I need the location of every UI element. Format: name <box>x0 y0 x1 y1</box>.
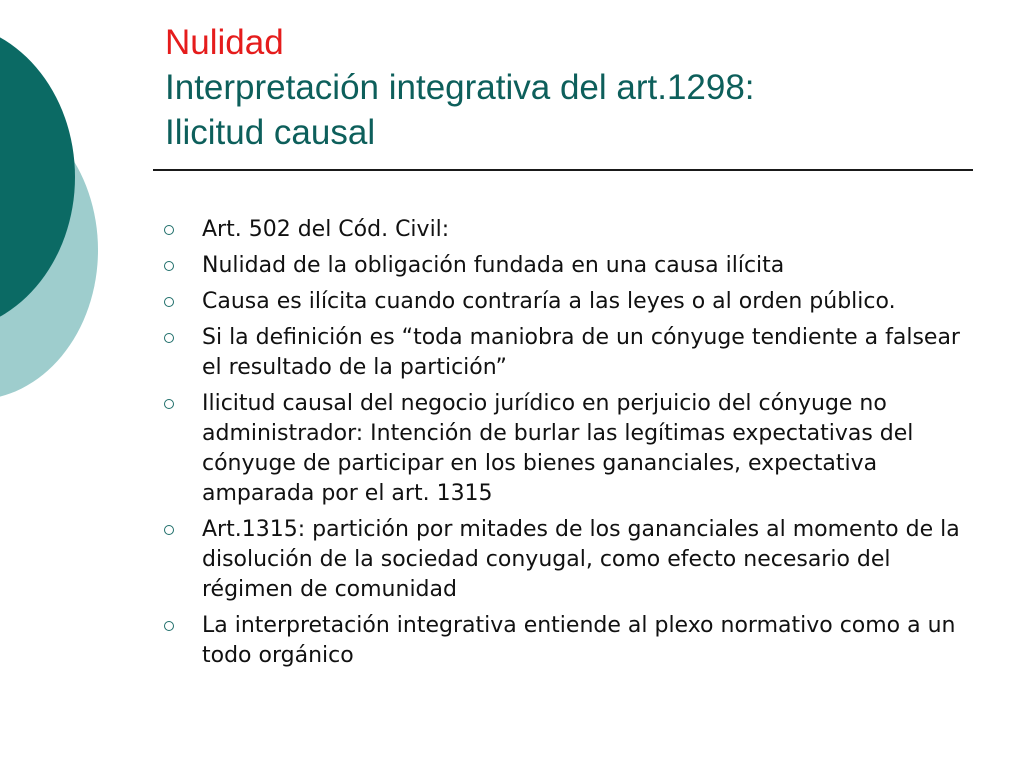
title-line-1: Nulidad <box>165 23 284 62</box>
bullet-text: Ilicitud causal del negocio jurídico en perjuicio del cónyuge no administrador: Intención de burlar las legítimas expectativas del cónyuge de participar en los bienes gananciales, expectativa amparada por el art. 1315 <box>202 391 914 506</box>
bullet-item <box>160 389 980 509</box>
hollow-circle-bullet-icon <box>164 621 174 631</box>
title-line-2: Interpretación integrativa del art.1298: <box>165 68 755 107</box>
title-divider <box>153 169 973 171</box>
bullet-text: Causa es ilícita cuando contraría a las leyes o al orden público. <box>202 289 896 314</box>
hollow-circle-bullet-icon <box>164 333 174 343</box>
bullet-item <box>160 323 980 383</box>
hollow-circle-bullet-icon <box>164 225 174 235</box>
bullet-item <box>160 251 980 281</box>
bullet-text: La interpretación integrativa entiende al plexo normativo como a un todo orgánico <box>202 613 956 668</box>
title-line-3: Ilicitud causal <box>165 113 376 152</box>
bullet-item <box>160 611 980 671</box>
hollow-circle-bullet-icon <box>164 261 174 271</box>
hollow-circle-bullet-icon <box>164 525 174 535</box>
bullet-item <box>160 215 980 245</box>
bullet-text: Si la definición es “toda maniobra de un cónyuge tendiente a falsear el resultado de la partición” <box>202 325 960 380</box>
bullet-text: Art. 502 del Cód. Civil: <box>202 217 450 242</box>
bullet-text: Nulidad de la obligación fundada en una causa ilícita <box>202 253 785 278</box>
slide-title <box>165 20 985 155</box>
hollow-circle-bullet-icon <box>164 399 174 409</box>
bullet-list <box>160 215 980 677</box>
bullet-item <box>160 515 980 605</box>
bullet-item <box>160 287 980 317</box>
hollow-circle-bullet-icon <box>164 297 174 307</box>
bullet-text: Art.1315: partición por mitades de los gananciales al momento de la disolución de la sociedad conyugal, como efecto necesario del régimen de comunidad <box>202 517 960 602</box>
